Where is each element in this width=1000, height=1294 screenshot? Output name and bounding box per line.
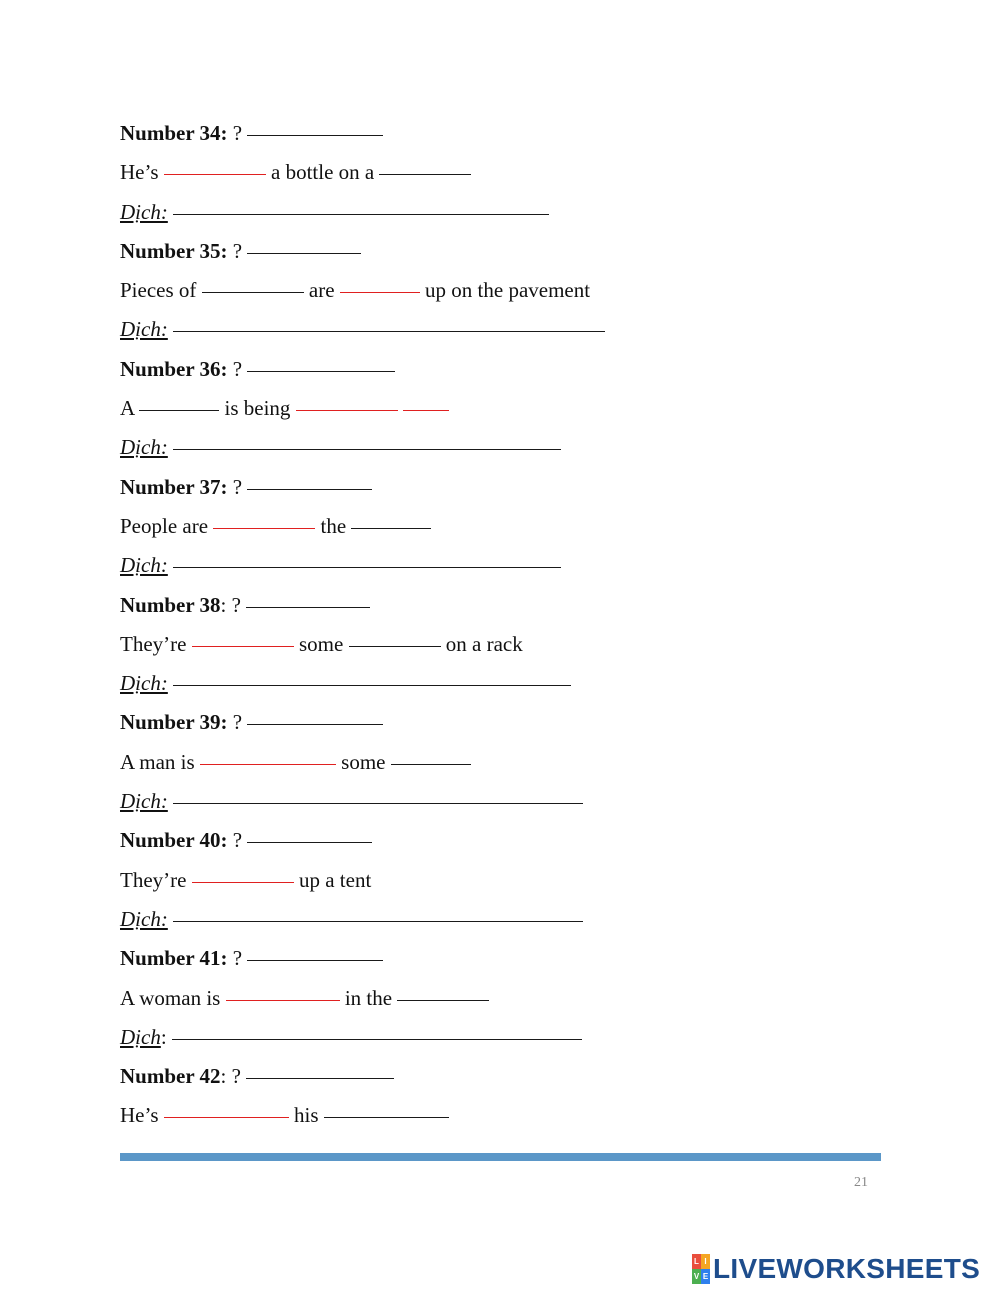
sentence-line: They’re some on a rack (120, 631, 523, 656)
translation-label: Dịch: (120, 671, 168, 696)
answer-blank[interactable] (246, 607, 370, 608)
translation-line (120, 782, 880, 821)
translation-label: Dịch: (120, 789, 168, 814)
translation-line (120, 546, 880, 585)
translation-line (120, 900, 880, 939)
answer-blank[interactable] (202, 292, 304, 293)
translation-label: Dịch: (120, 906, 168, 931)
translation-line (120, 664, 880, 703)
question-heading: Number 34: ? (120, 114, 880, 153)
translation-blank[interactable] (173, 921, 583, 922)
answer-blank[interactable] (403, 410, 449, 411)
answer-blank[interactable] (247, 489, 372, 490)
translation-line (120, 428, 880, 467)
answer-blank[interactable] (391, 764, 471, 765)
brand-name: LIVEWORKSHEETS (713, 1253, 981, 1284)
answer-blank[interactable] (164, 1117, 289, 1118)
translation-line (120, 310, 880, 349)
answer-blank[interactable] (247, 253, 361, 254)
question-heading: Number 39: ? (120, 703, 880, 742)
question-number: Number 34: (120, 121, 228, 145)
answer-blank[interactable] (324, 1117, 449, 1118)
translation-label: Dịch (120, 1024, 161, 1049)
answer-blank[interactable] (247, 960, 383, 961)
answer-blank[interactable] (164, 174, 266, 175)
answer-blank[interactable] (349, 646, 441, 647)
liveworksheets-logo-icon: L I V E (692, 1254, 710, 1284)
answer-blank[interactable] (246, 1078, 394, 1079)
translation-blank[interactable] (173, 685, 571, 686)
page-number: 21 (854, 1175, 868, 1190)
translation-blank[interactable] (173, 331, 605, 332)
translation-blank[interactable] (173, 214, 549, 215)
question-number: Number 36: (120, 356, 228, 381)
answer-blank[interactable] (247, 842, 372, 843)
answer-blank[interactable] (247, 371, 395, 372)
sentence-line: He’s his (120, 1096, 880, 1135)
question-heading: Number 36: ? (120, 350, 880, 389)
answer-blank[interactable] (213, 528, 315, 529)
answer-blank[interactable] (247, 135, 383, 136)
question-number: Number 42 (120, 1064, 221, 1089)
translation-label: Dịch: (120, 553, 168, 578)
question-number: Number 35: (120, 238, 228, 263)
footer-rule (120, 1153, 881, 1161)
answer-blank[interactable] (340, 292, 420, 293)
translation-label: Dịch: (120, 199, 168, 224)
answer-blank[interactable] (139, 410, 219, 411)
liveworksheets-brand[interactable] (692, 1252, 980, 1286)
answer-blank[interactable] (351, 528, 431, 529)
translation-line (120, 193, 880, 232)
translation-line: Dịch: (120, 1018, 880, 1057)
sentence-line: He’s a bottle on a (120, 153, 880, 192)
question-number: Number 41: (120, 946, 228, 971)
sentence-line: A man is some (120, 743, 880, 782)
sentence-line: People are the (120, 507, 880, 546)
question-heading: Number 42: ? (120, 1057, 880, 1096)
question-number: Number 40: (120, 828, 228, 853)
translation-blank[interactable] (173, 803, 583, 804)
sentence-line: A is being (120, 389, 880, 428)
answer-blank[interactable] (247, 724, 383, 725)
question-heading: Number 41: ? (120, 939, 880, 978)
answer-blank[interactable] (200, 764, 336, 765)
translation-label: Dịch: (120, 435, 168, 460)
answer-blank[interactable] (226, 1000, 340, 1001)
question-number: Number 38 (120, 592, 221, 617)
answer-blank[interactable] (192, 882, 294, 883)
question-heading: Number 38: ? (120, 586, 880, 625)
answer-blank[interactable] (296, 410, 398, 411)
question-number: Number 39: (120, 710, 228, 735)
question-heading: Number 40: ? (120, 821, 880, 860)
translation-blank[interactable] (173, 567, 561, 568)
question-heading: Number 35: ? (120, 232, 880, 271)
answer-blank[interactable] (192, 646, 294, 647)
sentence-line: Pieces of are up on the pavement (120, 278, 591, 303)
question-heading: Number 37: ? (120, 468, 880, 507)
answer-blank[interactable] (379, 174, 471, 175)
answer-blank[interactable] (397, 1000, 489, 1001)
translation-label: Dịch: (120, 317, 168, 342)
translation-blank[interactable] (172, 1039, 582, 1040)
translation-blank[interactable] (173, 449, 561, 450)
sentence-line: They’re up a tent (120, 867, 372, 892)
sentence-line: A woman is in the (120, 979, 880, 1018)
worksheet-content (120, 114, 880, 1136)
question-number: Number 37: (120, 474, 228, 499)
